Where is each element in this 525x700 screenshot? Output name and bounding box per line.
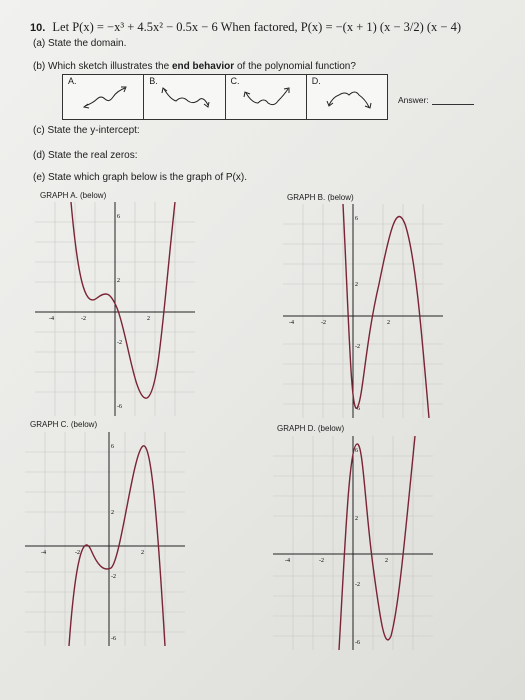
graph-b-tick-x-neg2: -2 [321, 320, 326, 326]
graph-d-tick-x-neg2: -2 [319, 558, 324, 564]
polynomial-definition: Let P(x) = −x³ + 4.5x² − 0.5x − 6 When factored, [52, 20, 301, 34]
graph-b-tick-6: 6 [355, 216, 358, 222]
end-behavior-choices [62, 74, 388, 120]
answer-blank[interactable] [432, 96, 474, 105]
question-a: (a) State the domain. [33, 38, 127, 49]
graph-a [35, 202, 195, 416]
graph-d-tick-x-2: 2 [385, 558, 388, 564]
graph-b-tick-x-neg4: -4 [289, 320, 294, 326]
graph-c-tick-2: 2 [111, 510, 114, 516]
choice-a-sketch [63, 75, 144, 121]
question-c: (c) State the y-intercept: [33, 125, 140, 136]
graph-b-tick-neg2: -2 [355, 344, 360, 350]
question-b [33, 61, 356, 72]
graph-c-label: GRAPH C. (below) [30, 420, 98, 429]
graph-c-tick-6: 6 [111, 444, 114, 450]
question-b-bold: end behavior [171, 61, 235, 72]
graph-d [273, 436, 433, 650]
question-d: (d) State the real zeros: [33, 150, 138, 161]
choice-d-sketch [307, 75, 388, 121]
choice-a-letter: A. [68, 76, 77, 86]
graph-c-tick-x-neg2: -2 [75, 550, 80, 556]
question-e: (e) State which graph below is the graph of P(x). [33, 172, 247, 183]
question-number: 10. [30, 22, 46, 34]
graph-c-tick-neg6: -6 [111, 636, 116, 642]
answer-field[interactable] [398, 95, 474, 105]
graph-d-tick-neg2: -2 [355, 582, 360, 588]
graph-c-tick-neg2: -2 [111, 574, 116, 580]
choice-c-letter: C. [230, 76, 240, 86]
graph-a-tick-neg2: -2 [117, 340, 122, 346]
choice-d[interactable] [306, 75, 387, 120]
graph-b-tick-x-2: 2 [387, 320, 390, 326]
factored-form: P(x) = −(x + 1) (x − 3/2) (x − 4) [300, 20, 462, 34]
graph-a-tick-2: 2 [117, 278, 120, 284]
graph-a-curve [71, 202, 175, 398]
question-b-prefix: (b) Which sketch illustrates the [33, 61, 172, 72]
choice-c-sketch [226, 75, 307, 121]
graph-d-tick-6: 6 [355, 448, 358, 454]
choice-b-sketch [144, 75, 225, 121]
graph-d-tick-2: 2 [355, 516, 358, 522]
graph-d-curve [339, 436, 415, 650]
choice-b[interactable] [144, 75, 225, 120]
graph-a-tick-x-2: 2 [147, 316, 150, 322]
graph-c-tick-x-neg4: -4 [41, 550, 46, 556]
graph-c-tick-x-2: 2 [141, 550, 144, 556]
graph-c [25, 432, 185, 646]
graph-a-tick-x-neg2: -2 [81, 316, 86, 322]
graph-a-label: GRAPH A. (below) [40, 191, 107, 200]
graph-d-tick-x-neg4: -4 [285, 558, 290, 564]
choice-d-letter: D. [311, 76, 321, 86]
question-10-statement [30, 20, 461, 35]
graph-b-tick-2: 2 [355, 282, 358, 288]
graph-b-label: GRAPH B. (below) [287, 193, 354, 202]
graph-b-curve [343, 204, 429, 418]
graph-a-tick-6: 6 [117, 214, 120, 220]
graph-c-grid [25, 432, 185, 646]
graph-a-tick-x-neg4: -4 [49, 316, 54, 322]
answer-label: Answer: [398, 95, 429, 105]
graph-b [283, 204, 443, 418]
choice-c[interactable] [225, 75, 306, 120]
choice-b-letter: B. [149, 76, 158, 86]
choice-a[interactable] [63, 75, 144, 120]
graph-b-tick-neg6: -6 [355, 406, 360, 412]
question-b-suffix: of the polynomial function? [234, 61, 356, 72]
graph-a-tick-neg6: -6 [117, 404, 122, 410]
graph-d-tick-neg6: -6 [355, 640, 360, 646]
graph-d-label: GRAPH D. (below) [277, 424, 345, 433]
